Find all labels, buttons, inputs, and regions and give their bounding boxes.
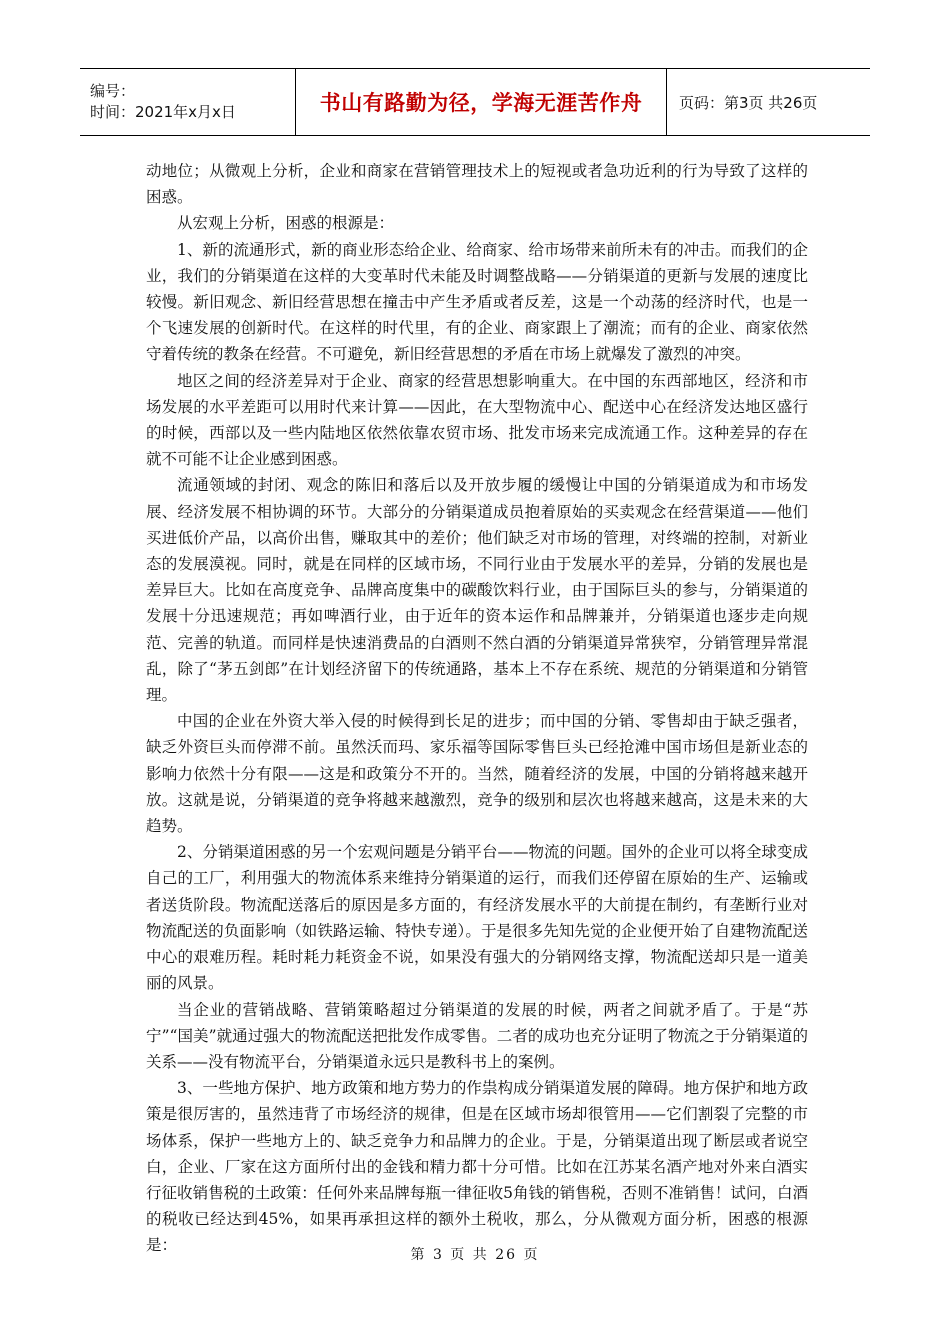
paragraph: 3、一些地方保护、地方政策和地方势力的作祟构成分销渠道发展的障碍。地方保护和地方政策是很厉害的，虽然违背了市场经济的规律，但是在区域市场却很管用——它们割裂了完整的市场体系，保护一些地方上的、缺乏竞争力和品牌力的企业。于是，分销渠道出现了断层或者说空白，企业、厂家在这方面所付出的金钱和精力都十分可惜。比如在江苏某名酒产地对外来白酒实行征收销售税的土政策：任何外来品牌每瓶一律征收5角钱的销售税，否则不准销售！试问，白酒的税收已经达到45%，如果再承担这样的额外土税收，那么，分从微观方面分析，困惑的根源是： — [146, 1079, 808, 1255]
paragraph: 2、分销渠道困惑的另一个宏观问题是分销平台——物流的问题。国外的企业可以将全球变成自己的工厂，利用强大的物流体系来维持分销渠道的运行，而我们还停留在原始的生产、运输或者送货阶段。物流配送落后的原因是多方面的，有经济发展水平的大前提在制约，有垄断行业对物流配送的负面影响（如铁路运输、特快专递）。于是很多先知先觉的企业便开始了自建物流配送中心的艰难历程。耗时耗力耗资金不说，如果没有强大的分销网络支撑，物流配送却只是一道美丽的风景。 — [146, 843, 808, 993]
paragraph: 动地位；从微观上分析，企业和商家在营销管理技术上的短视或者急功近利的行为导致了这样的困惑。 — [146, 162, 808, 207]
page-header — [80, 68, 870, 136]
header-motto: 书山有路勤为径，学海无涯苦作舟 — [296, 69, 667, 135]
paragraph: 流通领域的封闭、观念的陈旧和落后以及开放步履的缓慢让中国的分销渠道成为和市场发展、经济发展不相协调的环节。大部分的分销渠道成员抱着原始的买卖观念在经营渠道——他们买进低价产品，以高价出售，赚取其中的差价；他们缺乏对市场的管理，对终端的控制，对新业态的发展漠视。同时，就是在同样的区域市场，不同行业由于发展水平的差异，分销的发展也是差异巨大。比如在高度竞争、品牌高度集中的碳酸饮料行业，由于国际巨头的参与，分销渠道的发展十分迅速规范；再如啤酒行业，由于近年的资本运作和品牌兼并，分销渠道也逐步走向规范、完善的轨道。而同样是快速消费品的白酒则不然白酒的分销渠道异常狭窄，分销管理异常混乱，除了“茅五剑郎”在计划经济留下的传统通路，基本上不存在系统、规范的分销渠道和分销管理。 — [146, 476, 808, 705]
header-meta — [80, 69, 296, 135]
document-body — [146, 158, 808, 1259]
paragraph: 当企业的营销战略、营销策略超过分销渠道的发展的时候，两者之间就矛盾了。于是“苏宁”“国美”就通过强大的物流配送把批发作成零售。二者的成功也充分证明了物流之于分销渠道的关系——没有物流平台，分销渠道永远只是教科书上的案例。 — [146, 1000, 808, 1071]
paragraph: 中国的企业在外资大举入侵的时候得到长足的进步；而中国的分销、零售却由于缺乏强者，缺乏外资巨头而停滞不前。虽然沃而玛、家乐福等国际零售巨头已经抢滩中国市场但是新业态的影响力依然十分有限——这是和政策分不开的。当然，随着经济的发展，中国的分销将越来越开放。这就是说，分销渠道的竞争将越来越激烈，竞争的级别和层次也将越来越高，这是未来的大趋势。 — [146, 712, 808, 836]
paragraph: 地区之间的经济差异对于企业、商家的经营思想影响重大。在中国的东西部地区，经济和市场发展的水平差距可以用时代来计算——因此，在大型物流中心、配送中心在经济发达地区盛行的时候，西部以及一些内陆地区依然依靠农贸市场、批发市场来完成流通工作。这种差异的存在就不可能不让企业感到困惑。 — [146, 371, 808, 469]
paragraph: 从宏观上分析，困惑的根源是： — [177, 214, 395, 233]
header-page-info: 页码：第3页 共26页 — [679, 93, 818, 112]
paragraph: 1、新的流通形式，新的商业形态给企业、给商家、给市场带来前所未有的冲击。而我们的企业，我们的分销渠道在这样的大变革时代未能及时调整战略——分销渠道的更新与发展的速度比较慢。新旧观念、新旧经营思想在撞击中产生矛盾或者反差，这是一个动荡的经济时代，也是一个飞速发展的创新时代。在这样的时代里，有的企业、商家跟上了潮流；而有的企业、商家依然守着传统的教条在经营。不可避免，新旧经营思想的矛盾在市场上就爆发了激烈的冲突。 — [146, 240, 808, 364]
date-label: 时间：2021年x月x日 — [90, 103, 236, 121]
page-footer: 第 3 页 共 26 页 — [410, 1247, 540, 1263]
serial-label: 编号： — [90, 82, 136, 100]
